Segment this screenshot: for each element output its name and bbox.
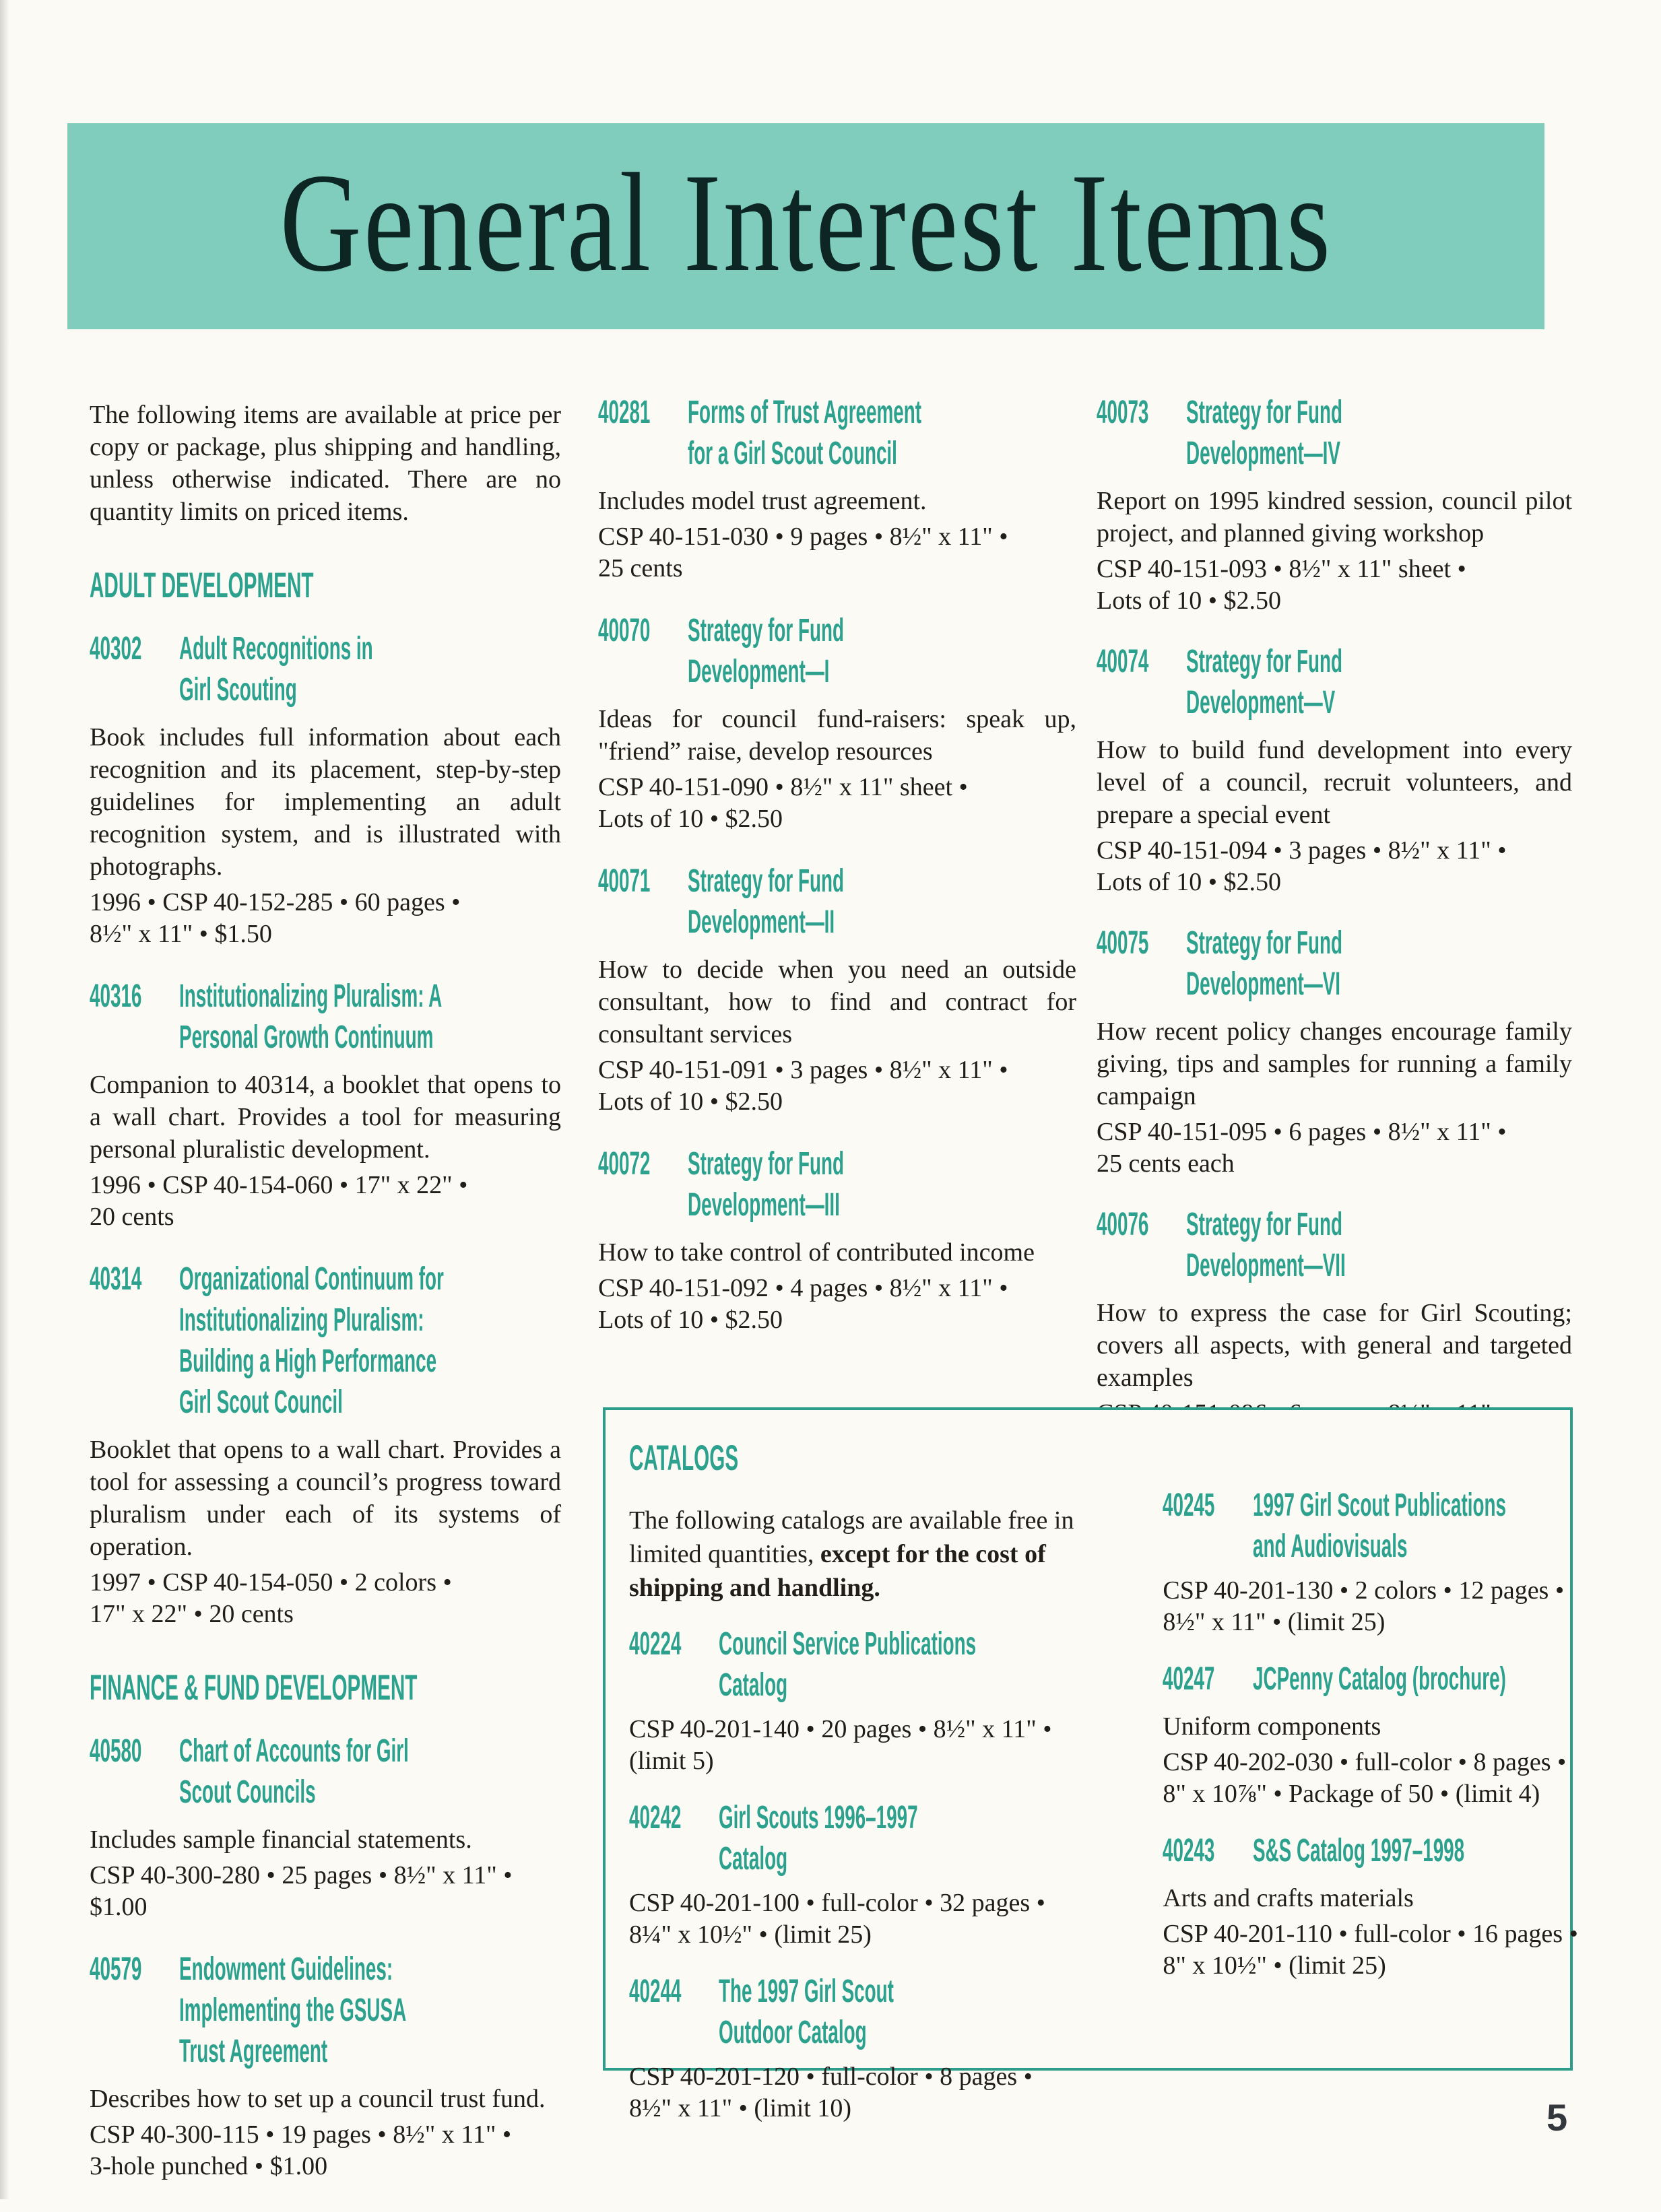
item-description: Booklet that opens to a wall chart. Provides a tool for assessing a council’s progress toward pluralism under each of its systems of operation. xyxy=(90,1436,561,1561)
item-spec xyxy=(598,1054,1076,1118)
item-spec-line: 8½" x 11" • (limit 10) xyxy=(629,2094,852,2122)
item-title: Institutionalizing Pluralism: A Personal Growth Continuum xyxy=(179,978,443,1055)
item-spec-line: Lots of 10 • $2.50 xyxy=(1097,586,1282,615)
catalog-item-40224 xyxy=(629,1628,1163,1777)
middle-column xyxy=(598,396,1076,1366)
item-description: Book includes full information about each recognition and its placement, step-by-step guidelines for implementing an adult recognition system, and is illustrated with photographs. xyxy=(90,723,561,881)
right-column xyxy=(1097,396,1572,1489)
item-spec xyxy=(1163,1918,1661,1982)
item-number: 40314 xyxy=(90,1261,142,1297)
item-description: Includes sample financial statements. xyxy=(90,1825,472,1854)
item-number: 40073 xyxy=(1097,395,1149,430)
item-spec-line: CSP 40-151-091 • 3 pages • 8½" x 11" • xyxy=(598,1056,1008,1084)
item-spec-line: 8¼" x 10½" • (limit 25) xyxy=(629,1920,872,1949)
item-spec-line: CSP 40-151-092 • 4 pages • 8½" x 11" • xyxy=(598,1274,1008,1302)
item-title: Strategy for Fund Development—II xyxy=(688,863,845,940)
catalog-item-40075 xyxy=(1097,927,1572,1180)
item-description: Describes how to set up a council trust fund. xyxy=(90,2085,546,2113)
catalog-item-40316 xyxy=(90,980,561,1233)
item-spec-line: Lots of 10 • $2.50 xyxy=(598,805,783,833)
catalog-item-40071 xyxy=(598,865,1076,1118)
item-spec-line: 17" x 22" • 20 cents xyxy=(90,1600,294,1628)
catalog-item-40070 xyxy=(598,614,1076,835)
section-heading-adult-development: ADULT DEVELOPMENT xyxy=(90,566,314,605)
catalog-item-40073 xyxy=(1097,396,1572,617)
item-number: 40580 xyxy=(90,1733,142,1769)
item-spec xyxy=(1163,1575,1661,1638)
item-spec-line: 8½" x 11" • (limit 25) xyxy=(1163,1608,1386,1636)
item-spec-line: 8" x 10⅞" • Package of 50 • (limit 4) xyxy=(1163,1780,1540,1808)
item-spec xyxy=(598,521,1076,584)
item-spec xyxy=(1097,835,1572,898)
item-title: Strategy for Fund Development—VII xyxy=(1186,1207,1346,1283)
item-number: 40281 xyxy=(598,395,651,430)
item-spec-line: 8" x 10½" • (limit 25) xyxy=(1163,1951,1386,1980)
item-description: Uniform components xyxy=(1163,1712,1381,1741)
item-title: Chart of Accounts for Girl Scout Councils xyxy=(179,1733,410,1810)
item-description: Companion to 40314, a booklet that opens to a wall chart. Provides a tool for measuring personal pluralistic development. xyxy=(90,1071,561,1164)
item-number: 40076 xyxy=(1097,1207,1149,1242)
item-number: 40316 xyxy=(90,978,142,1014)
item-spec-line: 1996 • CSP 40-154-060 • 17" x 22" • xyxy=(90,1171,468,1199)
item-description: Arts and crafts materials xyxy=(1163,1884,1414,1912)
item-spec xyxy=(629,1714,1163,1777)
item-title: Forms of Trust Agreement for a Girl Scout Council xyxy=(688,395,922,471)
catalogs-heading: CATALOGS xyxy=(629,1438,739,1478)
item-title: JCPenny Catalog (brochure) xyxy=(1252,1661,1506,1697)
catalogs-box-left-column xyxy=(629,1440,1163,2149)
item-spec-line: CSP 40-151-090 • 8½" x 11" sheet • xyxy=(598,773,968,801)
intro-paragraph: The following items are available at price per copy or package, plus shipping and handling, unless otherwise indicated. There are no quantity limits on priced items. xyxy=(90,401,561,526)
item-spec-line: Lots of 10 • $2.50 xyxy=(598,1306,783,1334)
item-spec-line: CSP 40-300-280 • 25 pages • 8½" x 11" • xyxy=(90,1861,513,1889)
item-number: 40070 xyxy=(598,613,651,648)
item-description: Report on 1995 kindred session, council pilot project, and planned giving workshop xyxy=(1097,487,1572,547)
item-title: Strategy for Fund Development—IV xyxy=(1186,395,1343,471)
item-description: How to take control of contributed income xyxy=(598,1238,1035,1267)
item-spec-line: Lots of 10 • $2.50 xyxy=(598,1087,783,1116)
item-spec-line: CSP 40-201-140 • 20 pages • 8½" x 11" • xyxy=(629,1715,1052,1743)
item-title: Strategy for Fund Development—V xyxy=(1186,644,1343,720)
item-title: Girl Scouts 1996–1997 Catalog xyxy=(719,1800,919,1877)
item-spec xyxy=(598,1273,1076,1336)
item-number: 40074 xyxy=(1097,644,1149,679)
item-spec-line: (limit 5) xyxy=(629,1747,714,1775)
item-number: 40579 xyxy=(90,1951,142,1987)
catalog-item-40242 xyxy=(629,1801,1163,1951)
item-spec xyxy=(90,887,561,950)
catalogs-box-right-column xyxy=(1163,1489,1661,2149)
item-number: 40075 xyxy=(1097,925,1149,961)
item-title: Adult Recognitions in Girl Scouting xyxy=(179,631,374,708)
catalog-item-40247 xyxy=(1163,1663,1661,1810)
item-description: How to express the case for Girl Scouting; covers all aspects, with general and targeted examples xyxy=(1097,1299,1572,1392)
page-title: General Interest Items xyxy=(279,144,1333,301)
catalog-item-40302 xyxy=(90,632,561,950)
item-spec xyxy=(90,1860,561,1923)
item-spec-line: $1.00 xyxy=(90,1893,148,1921)
item-spec-line: CSP 40-151-095 • 6 pages • 8½" x 11" • xyxy=(1097,1118,1507,1146)
item-spec-line: CSP 40-201-110 • full-color • 16 pages • xyxy=(1163,1920,1578,1948)
catalog-item-40281 xyxy=(598,396,1076,584)
item-number: 40302 xyxy=(90,631,142,667)
item-description: Includes model trust agreement. xyxy=(598,487,927,515)
item-spec-line: 8½" x 11" • $1.50 xyxy=(90,920,272,948)
item-description: How to decide when you need an outside consultant, how to find and contract for consultant services xyxy=(598,956,1076,1048)
left-column xyxy=(90,399,561,2212)
item-number: 40224 xyxy=(629,1626,682,1662)
item-spec-line: CSP 40-201-100 • full-color • 32 pages • xyxy=(629,1889,1045,1917)
item-spec xyxy=(1163,1747,1661,1810)
section-heading-finance: FINANCE & FUND DEVELOPMENT xyxy=(90,1668,418,1708)
item-spec xyxy=(598,772,1076,835)
item-number: 40242 xyxy=(629,1800,682,1836)
catalog-item-40243 xyxy=(1163,1834,1661,1982)
catalogs-intro: The following catalogs are available free in limited quantities, except for the cost of shipping and handling. xyxy=(629,1506,1074,1602)
item-number: 40072 xyxy=(598,1146,651,1182)
item-number: 40243 xyxy=(1163,1833,1215,1869)
item-title: Council Service Publications Catalog xyxy=(719,1626,977,1703)
item-title: Strategy for Fund Development—III xyxy=(688,1146,845,1223)
item-title: Organizational Continuum for Institutionalizing Pluralism: Building a High Performance Girl Scout Council xyxy=(179,1261,445,1420)
item-description: How to build fund development into every level of a council, recruit volunteers, and prepare a special event xyxy=(1097,736,1572,829)
item-spec-line: CSP 40-202-030 • full-color • 8 pages • xyxy=(1163,1748,1567,1776)
item-spec xyxy=(1097,1116,1572,1180)
item-title: S&S Catalog 1997–1998 xyxy=(1252,1833,1464,1869)
item-description: How recent policy changes encourage family giving, tips and samples for running a family campaign xyxy=(1097,1017,1572,1110)
catalog-item-40580 xyxy=(90,1735,561,1923)
catalog-item-40072 xyxy=(598,1147,1076,1336)
item-number: 40245 xyxy=(1163,1487,1215,1523)
item-spec-line: CSP 40-151-093 • 8½" x 11" sheet • xyxy=(1097,555,1466,583)
item-spec xyxy=(90,1567,561,1630)
item-spec xyxy=(90,1170,561,1233)
item-spec-line: 3-hole punched • $1.00 xyxy=(90,2152,328,2180)
item-title: 1997 Girl Scout Publications and Audiovisuals xyxy=(1252,1487,1506,1564)
catalog-item-40314 xyxy=(90,1263,561,1630)
item-spec-line: 25 cents each xyxy=(1097,1149,1235,1178)
title-banner xyxy=(67,123,1544,329)
item-spec-line: 1996 • CSP 40-152-285 • 60 pages • xyxy=(90,888,461,916)
item-title: Strategy for Fund Development—I xyxy=(688,613,845,690)
item-spec-line: CSP 40-300-115 • 19 pages • 8½" x 11" • xyxy=(90,2120,512,2149)
item-spec xyxy=(1097,554,1572,617)
item-spec-line: CSP 40-201-120 • full-color • 8 pages • xyxy=(629,2063,1033,2091)
item-number: 40071 xyxy=(598,863,651,899)
item-spec xyxy=(629,2061,1163,2124)
item-title: Endowment Guidelines: Implementing the GSUSA Trust Agreement xyxy=(179,1951,407,2069)
item-description: Ideas for council fund-raisers: speak up, "friend” raise, develop resources xyxy=(598,705,1076,766)
item-spec-line: 1997 • CSP 40-154-050 • 2 colors • xyxy=(90,1568,452,1597)
page-number: 5 xyxy=(1546,2096,1568,2139)
item-spec-line: 20 cents xyxy=(90,1203,174,1231)
item-title: The 1997 Girl Scout Outdoor Catalog xyxy=(719,1974,894,2050)
catalogs-box xyxy=(603,1407,1578,2122)
item-title: Strategy for Fund Development—VI xyxy=(1186,925,1343,1002)
item-spec xyxy=(629,1887,1163,1951)
item-number: 40244 xyxy=(629,1974,682,2009)
scan-edge-shadow xyxy=(0,0,9,2199)
item-number: 40247 xyxy=(1163,1661,1215,1697)
catalog-item-40245 xyxy=(1163,1489,1661,1638)
item-spec-line: Lots of 10 • $2.50 xyxy=(1097,868,1282,896)
catalog-item-40579 xyxy=(90,1953,561,2182)
catalog-item-40074 xyxy=(1097,645,1572,898)
item-spec-line: CSP 40-151-030 • 9 pages • 8½" x 11" • xyxy=(598,523,1008,551)
item-spec-line: 25 cents xyxy=(598,554,683,582)
item-spec-line: CSP 40-201-130 • 2 colors • 12 pages • xyxy=(1163,1576,1565,1605)
catalog-item-40244 xyxy=(629,1975,1163,2124)
item-spec-line: CSP 40-151-094 • 3 pages • 8½" x 11" • xyxy=(1097,836,1507,865)
item-spec xyxy=(90,2119,561,2182)
